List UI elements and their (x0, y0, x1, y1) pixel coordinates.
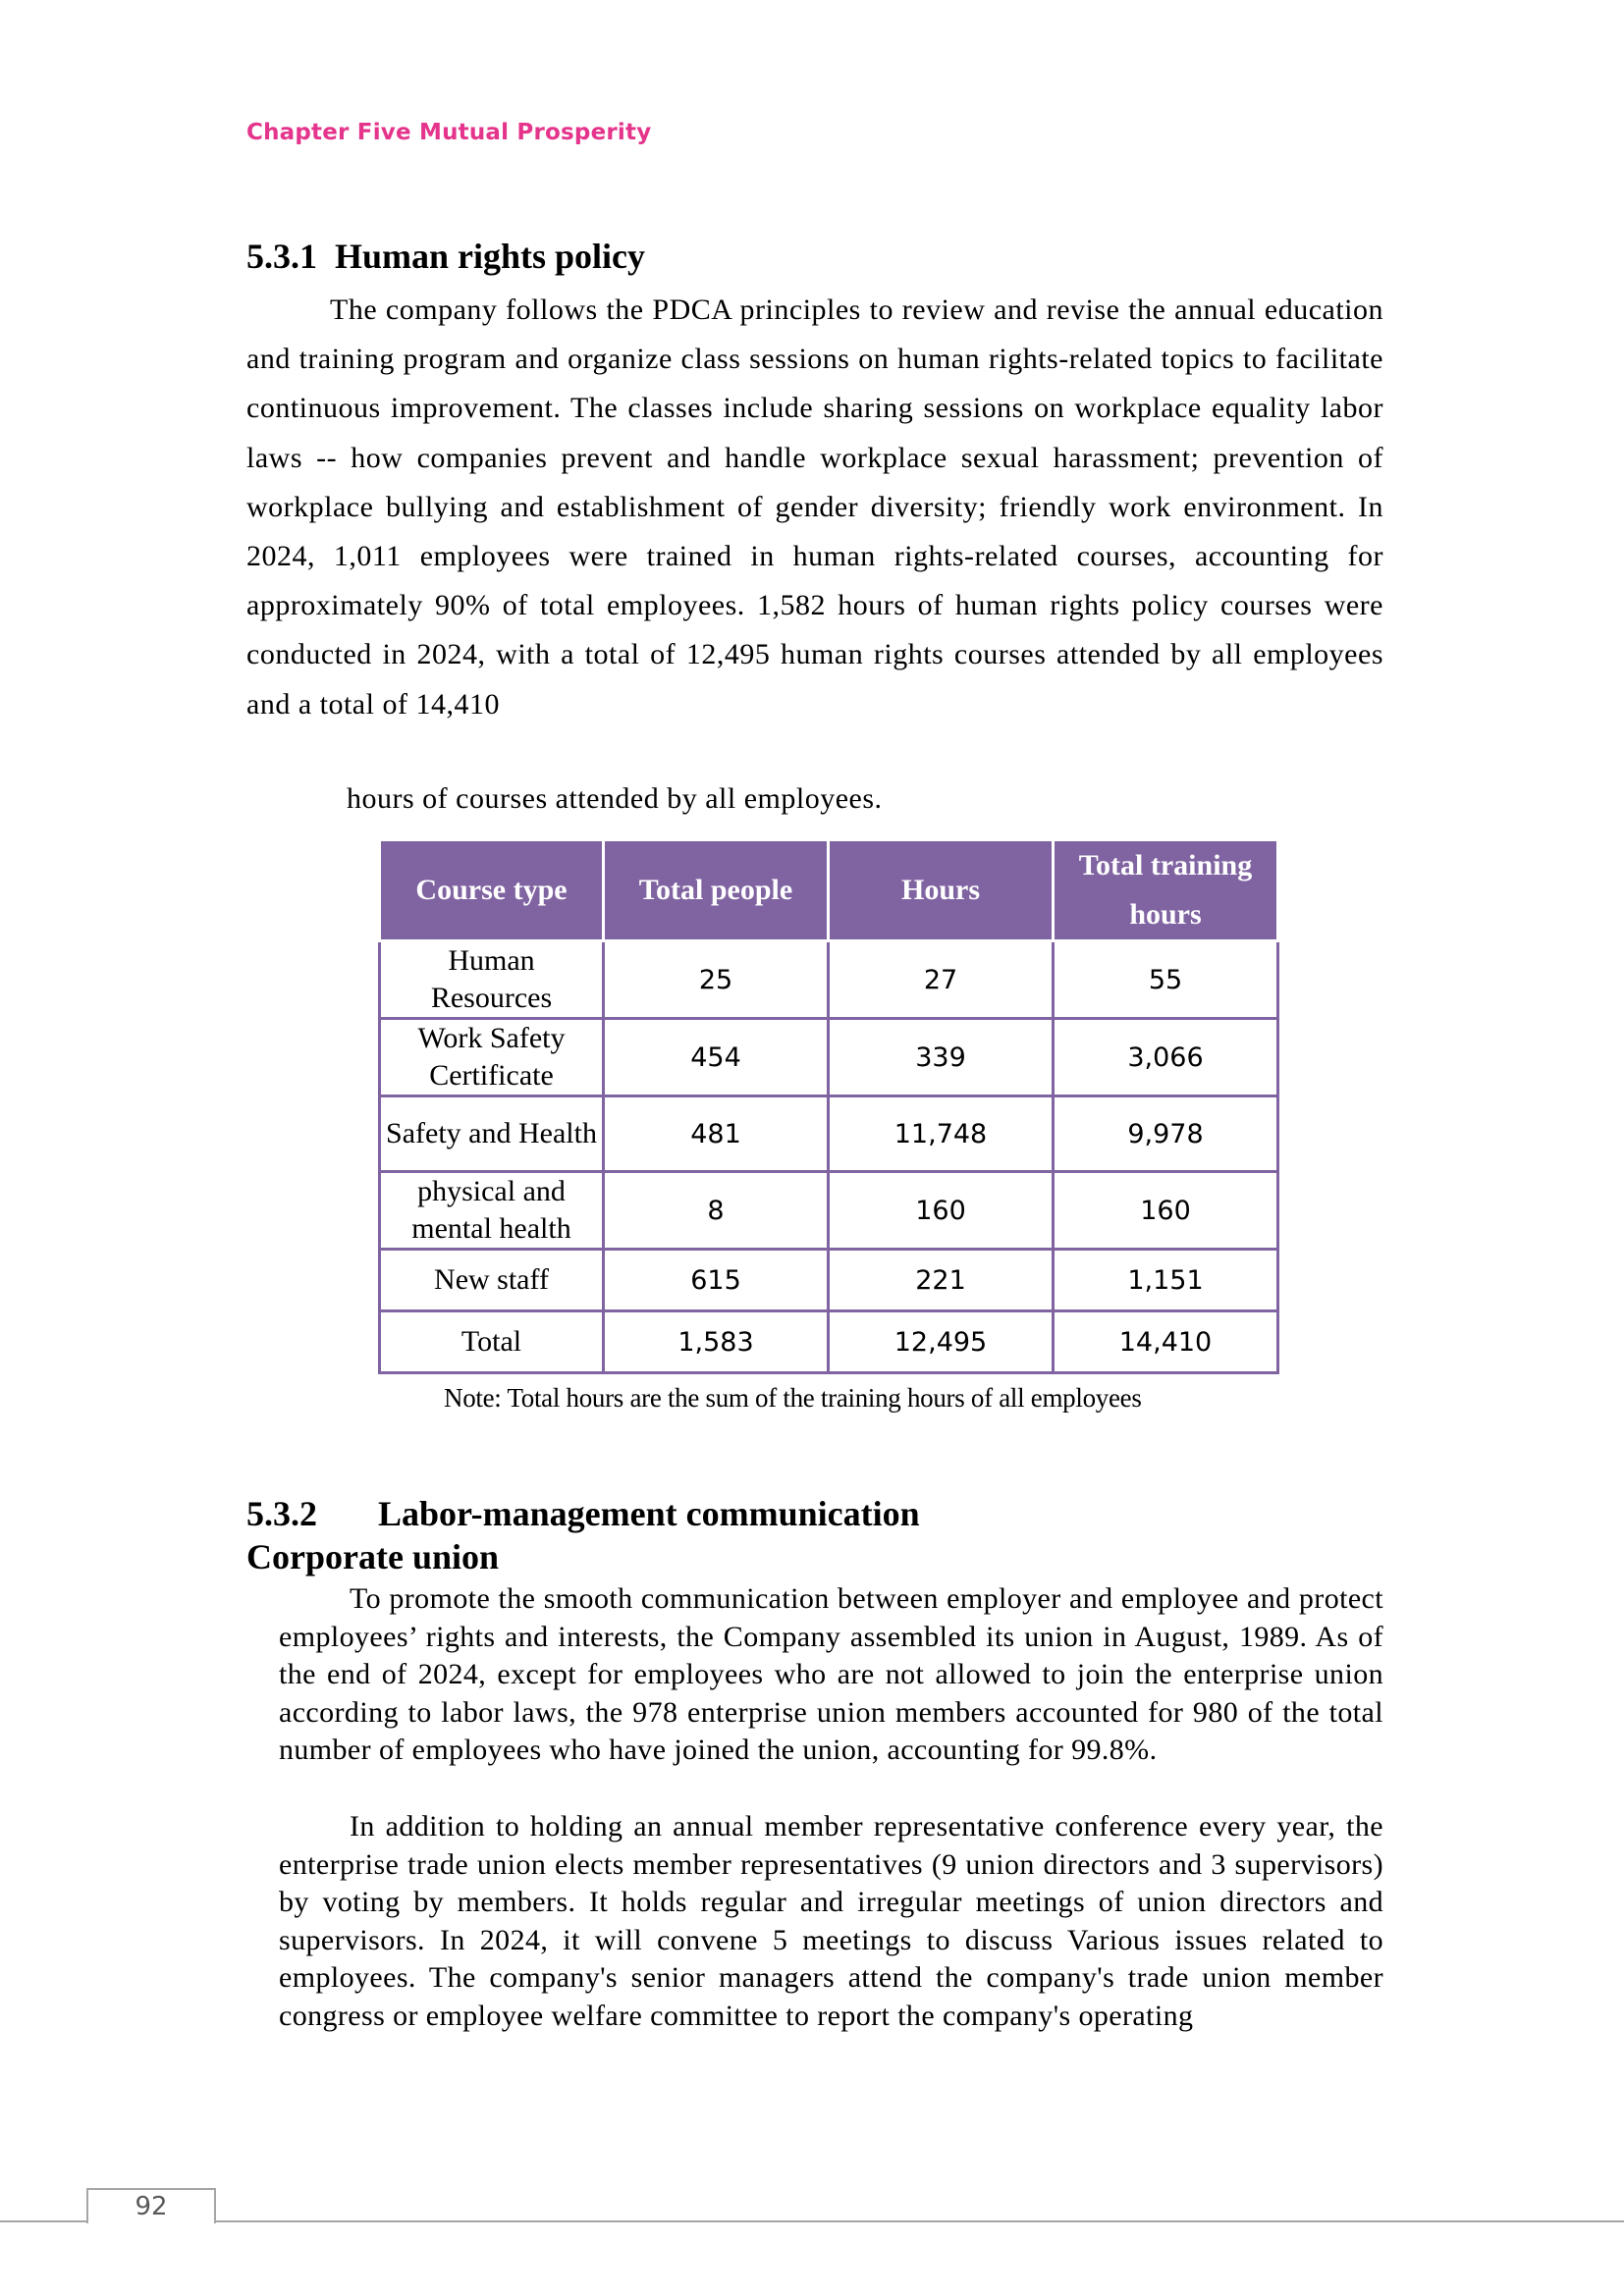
course-type-cell: Total (380, 1311, 604, 1373)
total-training-hours-cell: 9,978 (1054, 1096, 1278, 1172)
table-row (380, 941, 1278, 1019)
total-training-hours-cell: 1,151 (1054, 1250, 1278, 1311)
table-row (380, 1096, 1278, 1172)
header-course-type: Course type (380, 840, 604, 941)
chapter-header: Chapter Five Mutual Prosperity (246, 120, 652, 145)
course-type-cell: Work Safety Certificate (380, 1019, 604, 1096)
hours-cell: 339 (829, 1019, 1054, 1096)
course-type-cell: physical and mental health (380, 1172, 604, 1250)
table-row (380, 1172, 1278, 1250)
hours-cell: 11,748 (829, 1096, 1054, 1172)
footer-rule (0, 2220, 1624, 2222)
header-hours: Hours (829, 840, 1054, 941)
training-table-container (378, 838, 1279, 1374)
hours-cell: 27 (829, 941, 1054, 1019)
table-row (380, 1250, 1278, 1311)
hours-cell: 12,495 (829, 1311, 1054, 1373)
table-header-row (380, 840, 1278, 941)
header-total-people: Total people (604, 840, 829, 941)
human-rights-paragraph-continuation: hours of courses attended by all employees. (347, 782, 883, 815)
total-people-cell: 481 (604, 1096, 829, 1172)
table-note: Note: Total hours are the sum of the training hours of all employees (444, 1383, 1142, 1413)
total-training-hours-cell: 55 (1054, 941, 1278, 1019)
total-training-hours-cell: 160 (1054, 1172, 1278, 1250)
training-courses-table (378, 838, 1279, 1374)
table-row (380, 1019, 1278, 1096)
course-type-cell: Safety and Health (380, 1096, 604, 1172)
section-number: 5.3.1 (246, 237, 317, 276)
course-type-cell: New staff (380, 1250, 604, 1311)
total-people-cell: 615 (604, 1250, 829, 1311)
total-people-cell: 454 (604, 1019, 829, 1096)
human-rights-paragraph: The company follows the PDCA principles to review and revise the annual education and training program and organize class sessions on human rights-related topics to facilitate continuous improvement. The classes include sharing sessions on workplace equality labor laws -- how companies prevent and handle workplace sexual harassment; prevention of workplace bullying and establishment of gender diversity; friendly work environment. In 2024, 1,011 employees were trained in human rights-related courses, accounting for approximately 90% of total employees. 1,582 hours of human rights policy courses were conducted in 2024, with a total of 12,495 human rights courses attended by all employees and a total of 14,410 (246, 294, 1383, 721)
header-total-training-hours: Total training hours (1054, 840, 1278, 941)
total-people-cell: 25 (604, 941, 829, 1019)
hours-cell: 221 (829, 1250, 1054, 1311)
section-532-title: Labor-management communication (378, 1494, 920, 1533)
hours-cell: 160 (829, 1172, 1054, 1250)
union-paragraph-2: In addition to holding an annual member representative conference every year, the enterprise trade union elects member representatives (9 union directors and 3 supervisors) by voting by members. It holds regular and irregular meetings of union directors and supervisors. In 2024, it will convene 5 meetings to discuss Various issues related to employees. The company's senior managers attend the company's trade union member congress or employee welfare committee to report the company's operating (279, 1810, 1383, 2032)
total-training-hours-cell: 3,066 (1054, 1019, 1278, 1096)
page-number-tab (86, 2188, 216, 2223)
total-people-cell: 1,583 (604, 1311, 829, 1373)
page-number: 92 (135, 2192, 168, 2221)
section-531-heading (246, 236, 645, 277)
total-training-hours-cell: 14,410 (1054, 1311, 1278, 1373)
total-people-cell: 8 (604, 1172, 829, 1250)
corporate-union-heading: Corporate union (246, 1537, 500, 1576)
section-title: Human rights policy (335, 237, 646, 276)
course-type-cell: Human Resources (380, 941, 604, 1019)
section-532-number: 5.3.2 (246, 1494, 317, 1533)
union-paragraph-1: To promote the smooth communication between employer and employee and protect employees’ rights and interests, the Company assembled its union in August, 1989. As of the end of 2024, except for employees who are not allowed to join the enterprise union according to labor laws, the 978 enterprise union members accounted for 980 of the total number of employees who have joined the union, accounting for 99.8%. (279, 1582, 1383, 1767)
table-total-row (380, 1311, 1278, 1373)
